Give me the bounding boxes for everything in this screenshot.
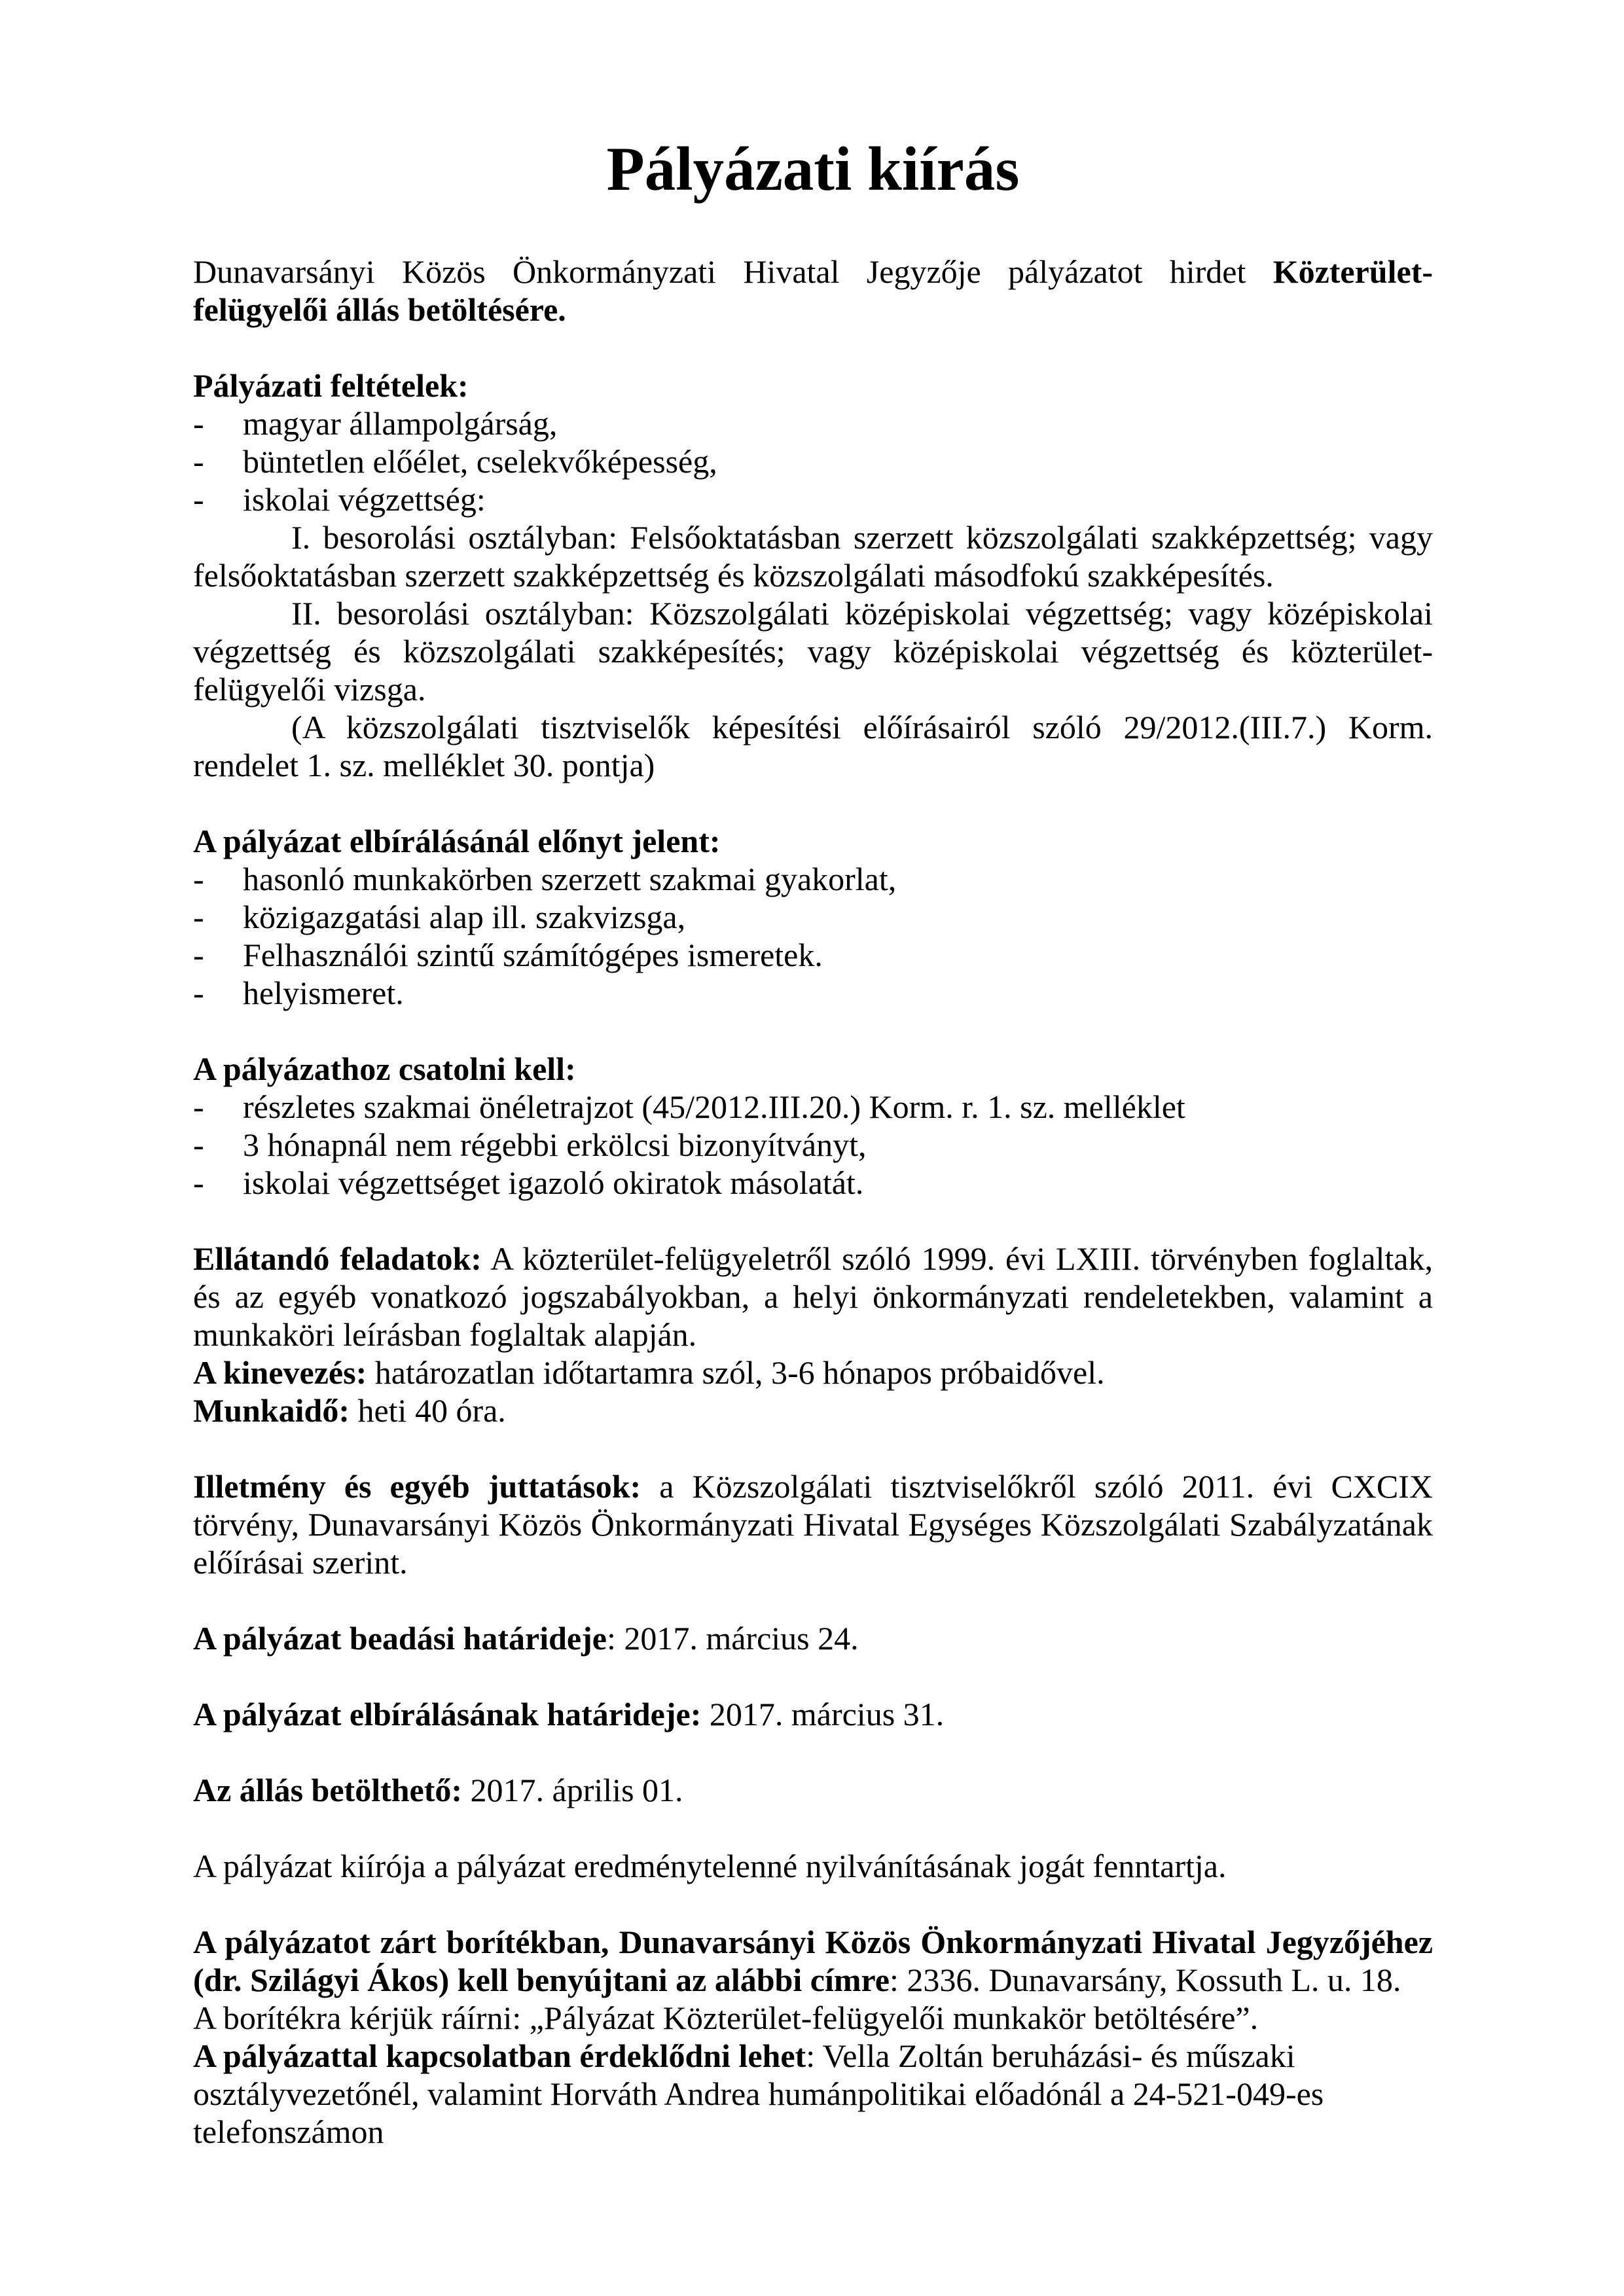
start-date-label: Az állás betölthető: xyxy=(193,1772,463,1808)
advantages-heading xyxy=(193,822,1433,860)
conditions-list xyxy=(193,404,1433,518)
envelope-note-paragraph: A borítékra kérjük ráírni: „Pályázat Közterület-felügyelői munkakör betöltésére”. xyxy=(193,2000,1259,2036)
decision-deadline-paragraph xyxy=(193,1695,1433,1733)
submission-deadline-label: A pályázat beadási határideje xyxy=(193,1620,607,1657)
salary-paragraph xyxy=(193,1467,1433,1581)
bullet-dash: - xyxy=(193,1088,204,1125)
salary-text: a Közszolgálati tisztviselőkről szóló 2011. évi CXCIX törvény, Dunavarsányi Közös Önkormányzati Hivatal Egységes Közszolgálati Szabályzatának előírásai szerint. xyxy=(193,1468,1434,1581)
bullet-dash: - xyxy=(193,1126,204,1163)
list-item xyxy=(193,404,1433,442)
appointment-label: A kinevezés: xyxy=(193,1354,367,1391)
duties-label: Ellátandó feladatok: xyxy=(193,1240,482,1277)
decision-deadline-label: A pályázat elbírálásának határideje: xyxy=(193,1696,702,1732)
list-item-text: helyismeret. xyxy=(243,975,404,1011)
list-item-text: részletes szakmai önéletrajzot (45/2012.III.20.) Korm. r. 1. sz. melléklet xyxy=(243,1088,1185,1125)
conditions-heading xyxy=(193,367,1433,404)
advantages-heading-text: A pályázat elbírálásánál előnyt jelent: xyxy=(193,823,721,859)
submission-address-paragraph xyxy=(193,1923,1433,1999)
salary-label: Illetmény és egyéb juttatások: xyxy=(193,1468,641,1505)
appointment-paragraph xyxy=(193,1354,1433,1391)
bullet-dash: - xyxy=(193,1164,204,1201)
attachments-heading-text: A pályázathoz csatolni kell: xyxy=(193,1050,576,1087)
class-two-paragraph: II. besorolási osztályban: Közszolgálati középiskolai végzettség; vagy középiskolai végzettség és közszolgálati szakképesítés; vagy középiskolai végzettség és közterület-felügyelői vizsga. xyxy=(193,595,1433,708)
list-item xyxy=(193,480,1433,518)
bullet-dash: - xyxy=(193,405,204,442)
bullet-dash: - xyxy=(193,861,204,897)
conditions-heading-text: Pályázati feltételek: xyxy=(193,367,469,404)
list-item xyxy=(193,860,1433,898)
submission-address-label: A pályázatot zárt borítékban, Dunavarsányi Közös Önkormányzati Hivatal Jegyzőjéhez (dr. Szilágyi Ákos) kell benyújtani az alábbi címre xyxy=(193,1924,1433,1998)
duties-text: A közterület-felügyeletről szóló 1999. évi LXIII. törvényben foglaltak, és az egyéb vonatkozó jogszabályokban, a helyi önkormányzati rendeletekben, valamint a munkaköri leírásban foglaltak alapján. xyxy=(193,1240,1433,1353)
list-item xyxy=(193,936,1433,974)
appointment-text: határozatlan időtartamra szól, 3-6 hónapos próbaidővel. xyxy=(367,1354,1105,1391)
bullet-dash: - xyxy=(193,975,204,1011)
intro-paragraph xyxy=(193,253,1433,329)
bullet-dash: - xyxy=(193,443,204,480)
worktime-paragraph xyxy=(193,1391,1433,1429)
list-item-text: hasonló munkakörben szerzett szakmai gyakorlat, xyxy=(243,861,897,897)
bullet-dash: - xyxy=(193,937,204,973)
contact-label: A pályázattal kapcsolatban érdeklődni lehet xyxy=(193,2037,806,2074)
list-item xyxy=(193,1126,1433,1164)
advantages-list xyxy=(193,860,1433,1012)
submission-deadline-date: : 2017. március 24. xyxy=(606,1620,859,1657)
list-item xyxy=(193,898,1433,936)
attachments-list xyxy=(193,1088,1433,1202)
list-item-text: iskolai végzettséget igazoló okiratok másolatát. xyxy=(243,1164,864,1201)
worktime-text: heti 40 óra. xyxy=(349,1392,506,1429)
submission-address-text: : 2336. Dunavarsány, Kossuth L. u. 18. xyxy=(889,1962,1401,1998)
list-item-text: magyar állampolgárság, xyxy=(243,405,558,442)
reservation-paragraph: A pályázat kiírója a pályázat eredménytelenné nyilvánításának jogát fenntartja. xyxy=(193,1848,1227,1884)
submission-deadline-paragraph xyxy=(193,1619,1433,1657)
start-date-date: 2017. április 01. xyxy=(462,1772,683,1808)
list-item xyxy=(193,1164,1433,1202)
start-date-paragraph xyxy=(193,1771,1433,1809)
bullet-dash: - xyxy=(193,481,204,518)
bullet-dash: - xyxy=(193,899,204,935)
list-item-text: közigazgatási alap ill. szakvizsga, xyxy=(243,899,686,935)
worktime-label: Munkaidő: xyxy=(193,1392,350,1429)
intro-text: Dunavarsányi Közös Önkormányzati Hivatal Jegyzője pályázatot hirdet xyxy=(193,253,1273,290)
contact-text: : Vella Zoltán beruházási- és műszaki osztályvezetőnél, valamint Horváth Andrea humánpolitikai előadónál a 24-521-049-es telefonszámon xyxy=(193,2037,1324,2150)
decision-deadline-date: 2017. március 31. xyxy=(701,1696,945,1732)
intro-bold-text: Közterület-felügyelői állás betöltésére. xyxy=(193,253,1433,328)
list-item-text: iskolai végzettség: xyxy=(243,481,486,518)
list-item xyxy=(193,442,1433,480)
contact-paragraph xyxy=(193,2037,1433,2151)
document-title: Pályázati kiírás xyxy=(606,134,1020,204)
duties-paragraph xyxy=(193,1240,1433,1354)
list-item-text: büntetlen előélet, cselekvőképesség, xyxy=(243,443,717,480)
attachments-heading xyxy=(193,1050,1433,1088)
list-item-text: 3 hónapnál nem régebbi erkölcsi bizonyítványt, xyxy=(243,1126,867,1163)
list-item-text: Felhasználói szintű számítógépes ismeretek. xyxy=(243,937,823,973)
list-item xyxy=(193,974,1433,1012)
regulation-note-paragraph: (A közszolgálati tisztviselők képesítési előírásairól szóló 29/2012.(III.7.) Korm. rendelet 1. sz. melléklet 30. pontja) xyxy=(193,709,1433,783)
list-item xyxy=(193,1088,1433,1126)
class-one-paragraph: I. besorolási osztályban: Felsőoktatásban szerzett közszolgálati szakképzettség; vagy felsőoktatásban szerzett szakképzettség és közszolgálati másodfokú szakképesítés. xyxy=(193,519,1433,594)
